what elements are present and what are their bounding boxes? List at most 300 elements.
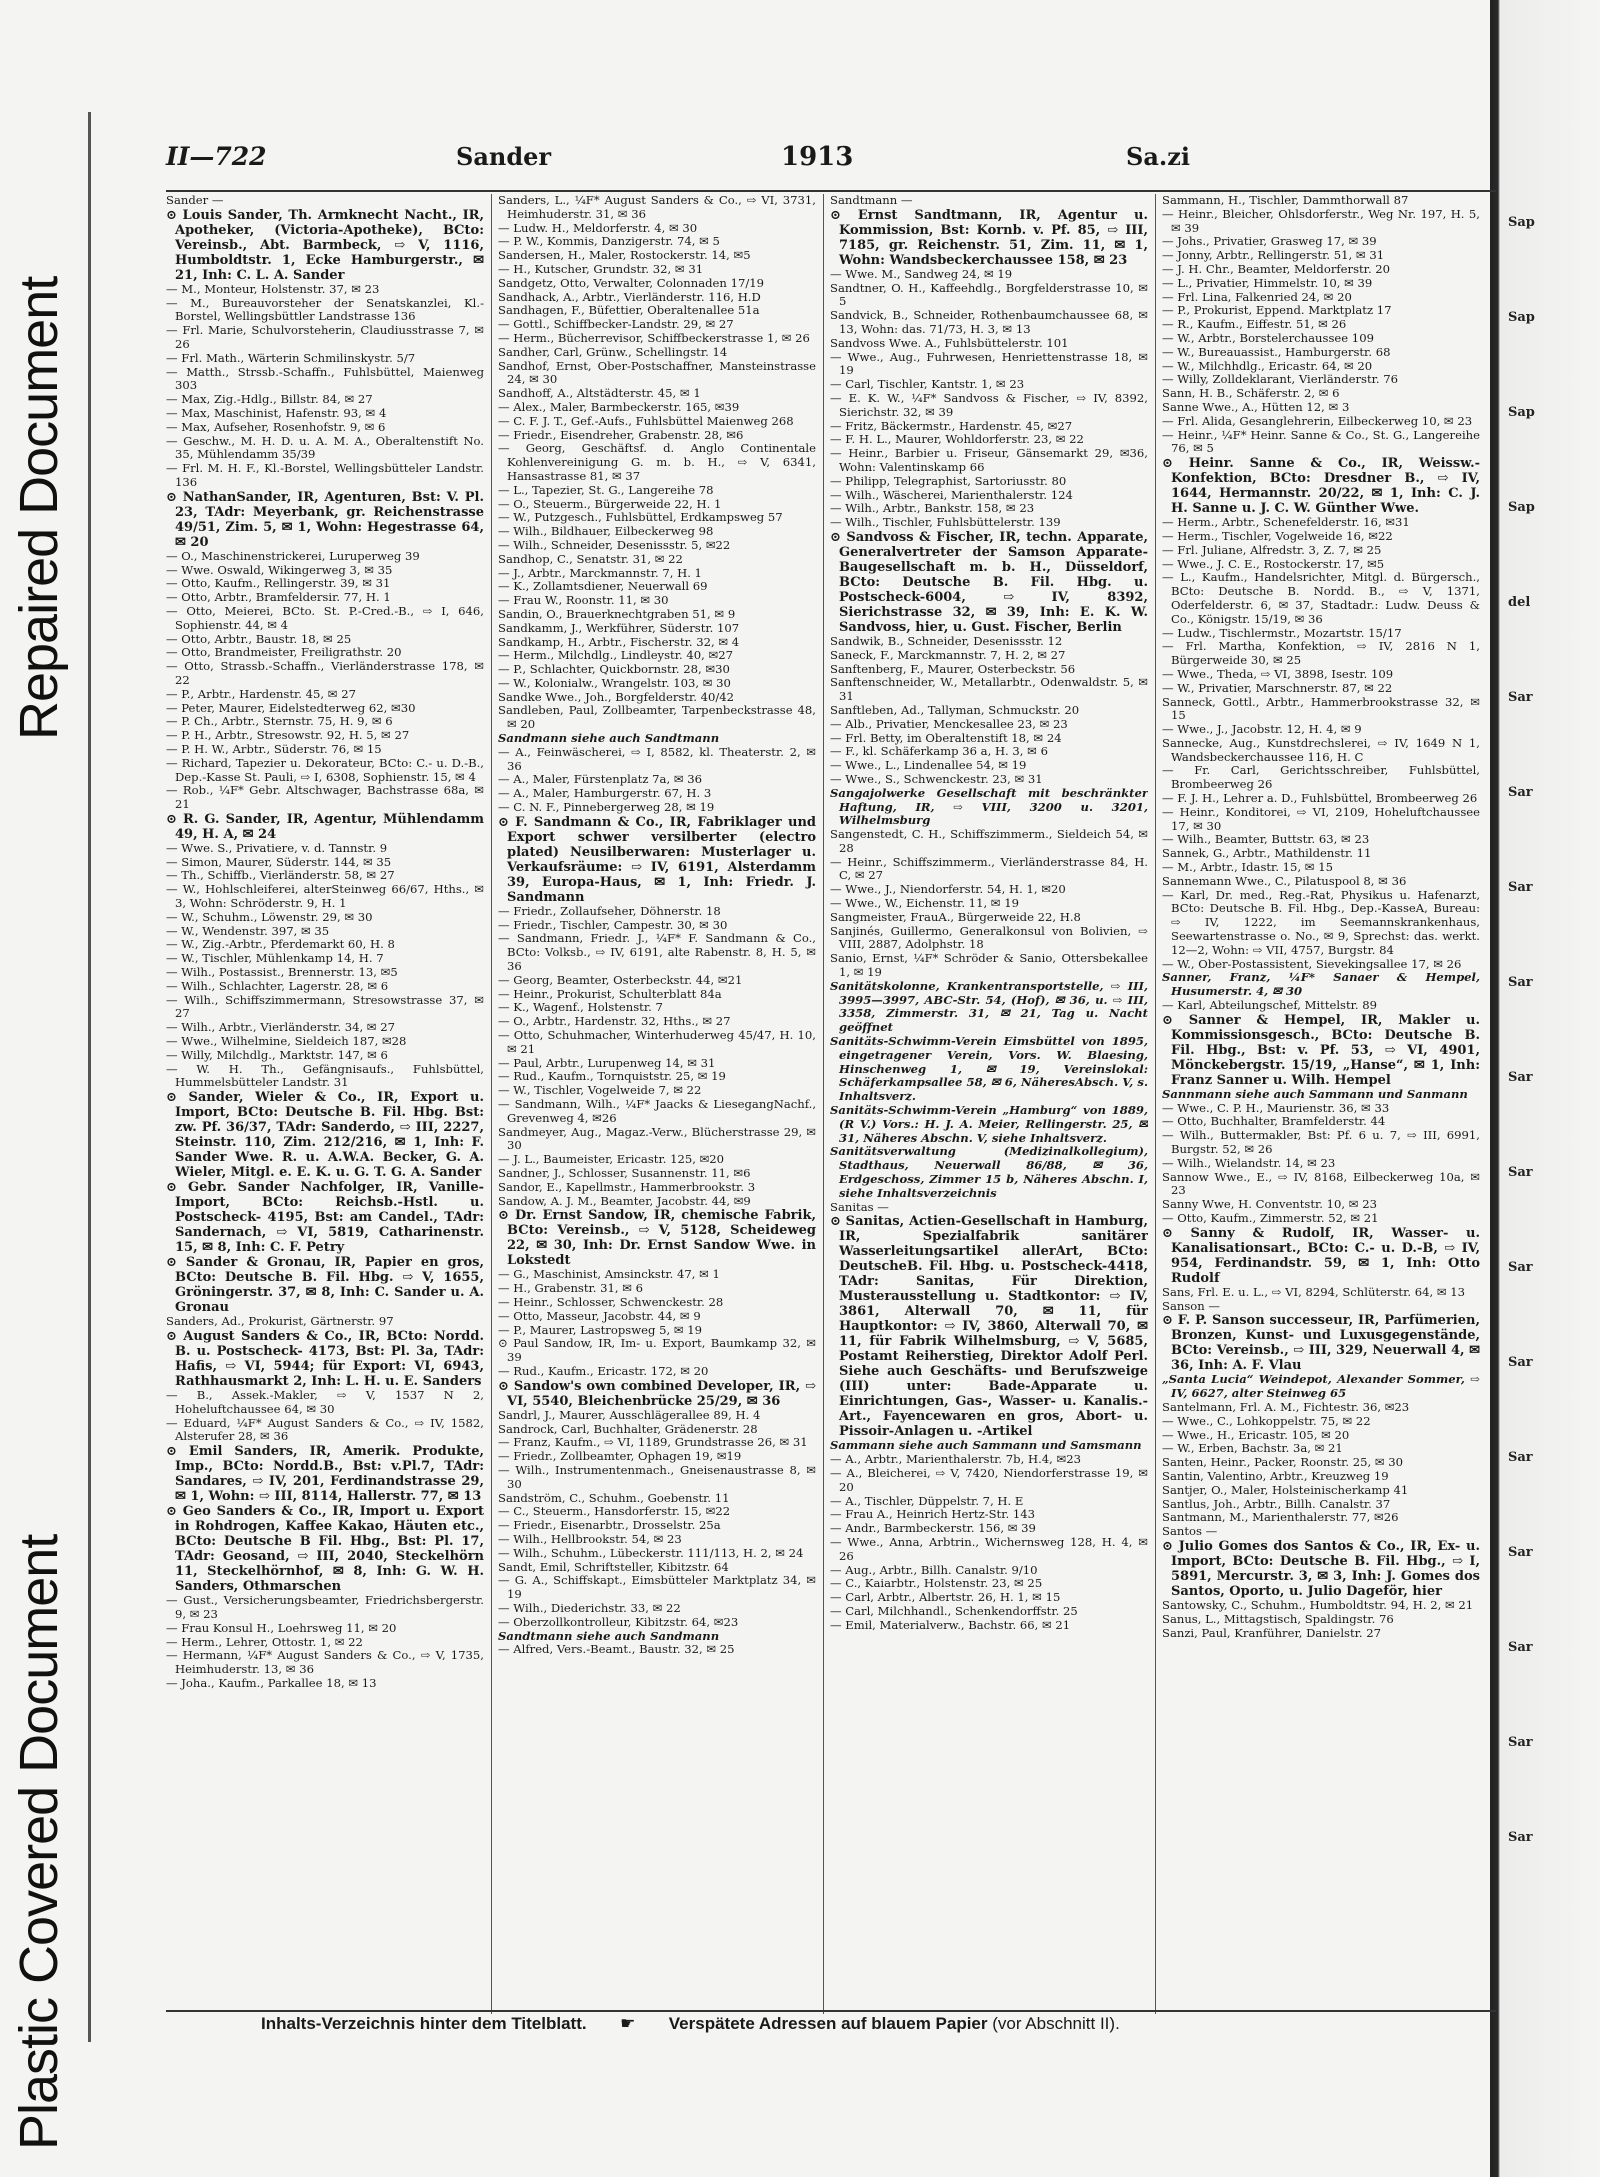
directory-entry: — Max, Zig.-Hdlg., Billstr. 84, ✉ 27 <box>166 392 373 407</box>
directory-entry: — P. H. W., Arbtr., Süderstr. 76, ✉ 15 <box>166 741 382 756</box>
directory-entry: Santen, Heinr., Packer, Roonstr. 25, ✉ 30 <box>1162 1455 1404 1470</box>
edge-fragment: Sar <box>1508 785 1533 800</box>
directory-entry: — Wilh., Tischler, Fuhlsbüttelerstr. 139 <box>830 515 1061 530</box>
page-footer <box>261 2014 1461 2034</box>
directory-entry: — L., Privatier, Himmelstr. 10, ✉ 39 <box>1162 275 1373 290</box>
edge-fragment: Sap <box>1508 215 1535 230</box>
directory-entry: ⊙ Sanny & Rudolf, IR, Wasser- u. Kanalisationsart., BCto: C.- u. D.-B, ⇨ IV, 954, Ferdinandstr. 59, ✉ 1, Inh: Otto Rudolf <box>1162 1225 1480 1286</box>
directory-entry: Sandow, A. J. M., Beamter, Jacobstr. 44, ✉9 <box>498 1193 751 1208</box>
directory-entry: — Otto, Brandmeister, Freiligrathstr. 20 <box>166 645 402 660</box>
directory-entry: — Herm., Lehrer, Ottostr. 1, ✉ 22 <box>166 1634 363 1649</box>
directory-entry: — P., Arbtr., Hardenstr. 45, ✉ 27 <box>166 686 356 701</box>
directory-entry: ⊙ Geo Sanders & Co., IR, Import u. Export in Rohdrogen, Kaffee Kakao, Häuten etc., BCto: Deutsche B Fil. Hbg., Bst: Pl. 17, TAdr: Geosand, ⇨ III, 2040, Steckelhörn 11, Steckelhörnhof, ✉ 8, Inh: G. W. H. Sanders, Othmarschen <box>166 1504 484 1595</box>
directory-entry: — Wwe. M., Sandweg 24, ✉ 19 <box>830 266 1013 281</box>
directory-entry: — W., Putzgesch., Fuhlsbüttel, Erdkampsweg 57 <box>498 510 783 525</box>
directory-entry: — Ludw., Tischlermstr., Mozartstr. 15/17 <box>1162 625 1402 640</box>
directory-entry: ⊙ Gebr. Sander Nachfolger, IR, Vanille-Import, BCto: Reichsb.-Hstl. u. Postscheck- 4195, Bst: am Candel., TAdr: Sandernach, ⇨ VI, 5819, Catharinenstr. 15, ✉ 8, Inh: C. F. Petry <box>166 1180 484 1256</box>
directory-entry: Sannow Wwe., E., ⇨ IV, 8168, Eilbeckerweg 10a, ✉ 23 <box>1162 1169 1480 1198</box>
directory-entry: Santmann, M., Marienthalerstr. 77, ✉26 <box>1162 1510 1399 1525</box>
directory-entry: ⊙ Sandow's own combined Developer, IR, ⇨ VI, 5540, Bleichenbrücke 25/29, ✉ 36 <box>498 1378 816 1409</box>
directory-entry: — Richard, Tapezier u. Dekorateur, BCto: C.- u. D.-B., Dep.-Kasse St. Pauli, ⇨ I, 6308, Sophienstr. 15, ✉ 4 <box>166 755 484 784</box>
side-label-repaired: Repaired Document <box>9 276 69 740</box>
directory-entry: — Wwe. S., Privatiere, v. d. Tannstr. 9 <box>166 840 388 855</box>
directory-entry: — Wwe., J., Jacobstr. 12, H. 4, ✉ 9 <box>1162 722 1362 737</box>
column-4 <box>1162 194 1480 2014</box>
directory-entry: Santos — <box>1162 1524 1218 1539</box>
directory-entry: — W. H. Th., Gefängnisaufs., Fuhlsbüttel, Hummelsbütteler Landstr. 31 <box>166 1061 484 1090</box>
directory-entry: Sandkamm, J., Werkführer, Süderstr. 107 <box>498 620 740 635</box>
directory-entry: — O., Arbtr., Hardenstr. 32, Hths., ✉ 27 <box>498 1014 731 1029</box>
directory-entry: — Wilh., Schiffszimmermann, Stresowstrasse 37, ✉ 27 <box>166 992 484 1021</box>
directory-entry: ⊙ R. G. Sander, IR, Agentur, Mühlendamm 49, H. A, ✉ 24 <box>166 811 484 842</box>
directory-entry: — Carl, Tischler, Kantstr. 1, ✉ 23 <box>830 377 1025 392</box>
directory-entry: — Wilh., Bildhauer, Eilbeckerweg 98 <box>498 524 714 539</box>
edge-fragment: Sar <box>1508 1450 1533 1465</box>
directory-entry: — Max, Maschinist, Hafenstr. 93, ✉ 4 <box>166 405 387 420</box>
directory-entry: — Otto, Buchhalter, Bramfelderstr. 44 <box>1162 1114 1386 1129</box>
directory-entry: — A., Arbtr., Marienthalerstr. 7b, H.4, ✉23 <box>830 1452 1081 1467</box>
directory-entry: Sandmann siehe auch Sandtmann <box>498 731 720 746</box>
directory-entry: — Heinr., ¼F* Heinr. Sanne & Co., St. G., Langereihe 76, ✉ 5 <box>1162 427 1480 456</box>
directory-entry: ⊙ Heinr. Sanne & Co., IR, Weissw.-Konfektion, BCto: Dresdner B., ⇨ IV, 1644, Hermannstr. 20/22, ✉ 1, Inh: C. J. H. Sanne u. J. C. W. Günther Wwe. <box>1162 456 1480 517</box>
directory-entry: — Wwe. Oswald, Wikingerweg 3, ✉ 35 <box>166 562 393 577</box>
directory-entry: Sandström, C., Schuhm., Goebenstr. 11 <box>498 1490 730 1505</box>
directory-entry: Sannecke, Aug., Kunstdrechslerei, ⇨ IV, 1649 N 1, Wandsbeckerchaussee 116, H. C <box>1162 735 1480 764</box>
directory-entry: — Hermann, ¼F* August Sanders & Co., ⇨ V, 1735, Heimhuderstr. 13, ✉ 36 <box>166 1648 484 1677</box>
directory-entry: Sanders, Ad., Prokurist, Gärtnerstr. 97 <box>166 1314 394 1329</box>
directory-entry: — R., Kaufm., Eiffestr. 51, ✉ 26 <box>1162 317 1347 332</box>
directory-entry: — Frl. Math., Wärterin Schmilinskystr. 5/7 <box>166 350 416 365</box>
directory-entry: — Joha., Kaufm., Parkallee 18, ✉ 13 <box>166 1676 377 1690</box>
directory-entry: — P. Ch., Arbtr., Sternstr. 75, H. 9, ✉ 6 <box>166 714 393 729</box>
footer-index-note: Inhalts-Verzeichnis hinter dem Titelblatt. <box>261 2014 587 2033</box>
directory-entry: Santowsky, C., Schuhm., Humboldtstr. 94, H. 2, ✉ 21 <box>1162 1597 1474 1612</box>
header-name: Sander <box>456 142 552 171</box>
directory-entry: Sandtmann — <box>830 194 913 207</box>
directory-entry: — Andr., Barmbeckerstr. 156, ✉ 39 <box>830 1521 1036 1536</box>
directory-entry: Sandner, J., Schlosser, Susannenstr. 11, ✉6 <box>498 1166 751 1180</box>
directory-entry: ⊙ Dr. Ernst Sandow, IR, chemische Fabrik, BCto: Vereinsb., ⇨ V, 5128, Scheideweg 22, ✉ 30, Inh: Dr. Ernst Sandow Wwe. in Lokstedt <box>498 1208 816 1269</box>
directory-entry: Sandhof, Ernst, Ober-Postschaffner, Mansteinstrasse 24, ✉ 30 <box>498 358 816 387</box>
directory-entry: — Georg, Beamter, Osterbeckstr. 44, ✉21 <box>498 972 743 987</box>
column-3 <box>830 194 1148 2014</box>
edge-fragment: Sar <box>1508 880 1533 895</box>
directory-entry: — Wilh., Postassist., Brennerstr. 13, ✉5 <box>166 965 398 980</box>
directory-entry: Sandvoss Wwe. A., Fuhlsbüttelerstr. 101 <box>830 335 1069 350</box>
directory-entry: — Otto, Strassb.-Schaffn., Vierländerstrasse 178, ✉ 22 <box>166 659 484 687</box>
directory-entry: — O., Maschinenstrickerei, Luruperweg 39 <box>166 548 420 563</box>
column-divider <box>823 194 824 2014</box>
directory-entry: — F. H. L., Maurer, Wohldorferstr. 23, ✉ 22 <box>830 432 1084 447</box>
directory-entry: Sandleben, Paul, Zollbeamter, Tarpenbeckstrasse 48, ✉ 20 <box>498 703 816 732</box>
directory-entry: Sandtmann siehe auch Sandmann <box>498 1628 720 1643</box>
directory-entry: ⊙ Sanitas, Actien-Gesellschaft in Hamburg, IR, Spezialfabrik sanitärer Wasserleitungsartikel allerArt, BCto: DeutscheB. Fil. Hbg. u. Postscheck-4418, TAdr: Sanitas, Für Direktion, Musterausstellung u. Stadtkontor: ⇨ IV, 3861, Alterwall 70, ✉ 11, für Hauptkontor: ⇨ IV, 3860, Alterwall 70, ✉ 11, für Fabrik Wilhelmsburg, ⇨ V, 5685, Postamt Reiherstieg, Direktor Adolf Perl. Siehe auch Geschäfts- und Berufszweige (III) unter: Bade-Apparate u. Einrichtungen, Gas-, Wasser- u. Kanalis.-Art., Fayencewaren en gros, Abort- u. Pissoir-Anlagen u. -Artikel <box>830 1214 1148 1440</box>
directory-entry: — P. H., Arbtr., Stresowstr. 92, H. 5, ✉ 27 <box>166 728 410 743</box>
directory-entry: — Heinr., Konditorei, ⇨ VI, 2109, Hoheluftchaussee 17, ✉ 30 <box>1162 804 1480 833</box>
directory-entry: — Frl. Juliane, Alfredstr. 3, Z. 7, ✉ 25 <box>1162 542 1382 557</box>
directory-entry: — Wilh., Wäscherei, Marienthalerstr. 124 <box>830 487 1073 502</box>
directory-entry: ⊙ Louis Sander, Th. Armknecht Nacht., IR, Apotheker, (Victoria-Apotheke), BCto: Vereinsb., Abt. Barmbeck, ⇨ V, 1116, Humboldtstr. 1, Ecke Hamburgerstr., ✉ 21, Inh: C. L. A. Sander <box>166 207 484 283</box>
directory-entry: Sanftenschneider, W., Metallarbtr., Odenwaldstr. 5, ✉ 31 <box>830 675 1148 704</box>
directory-entry: Sanson — <box>1162 1298 1220 1313</box>
directory-entry: — Heinr., Bleicher, Ohlsdorferstr., Weg Nr. 197, H. 5, ✉ 39 <box>1162 206 1480 235</box>
directory-entry: — Frl. Martha, Konfektion, ⇨ IV, 2816 N 1, Bürgerweide 30, ✉ 25 <box>1162 639 1480 668</box>
pointing-hand-icon: ☛ <box>620 2014 636 2033</box>
directory-entry: — L., Tapezier, St. G., Langereihe 78 <box>498 482 714 497</box>
directory-entry: Sandgetz, Otto, Verwalter, Colonnaden 17/19 <box>498 275 764 290</box>
directory-entry: — Carl, Arbtr., Albertstr. 26, H. 1, ✉ 15 <box>830 1590 1061 1605</box>
footer-section-note: (vor Abschnitt II). <box>992 2014 1120 2033</box>
directory-entry: — W., Bureauassist., Hamburgerstr. 68 <box>1162 344 1391 359</box>
directory-entry: — Peter, Maurer, Eidelstedterweg 62, ✉30 <box>166 700 416 715</box>
directory-entry: — Sandmann, Friedr. J., ¼F* F. Sandmann & Co., BCto: Volksb., ⇨ IV, 6191, alte Rabenstr. 8, H. 5, ✉ 36 <box>498 931 816 974</box>
directory-entry: — Sandmann, Wilh., ¼F* Jaacks & LiesegangNachf., Grevenweg 4, ✉26 <box>498 1097 816 1125</box>
directory-entry: — W., Wendenstr. 397, ✉ 35 <box>166 923 330 938</box>
directory-entry: — Willy, Zolldeklarant, Vierländerstr. 76 <box>1162 372 1399 387</box>
edge-fragment: Sap <box>1508 310 1535 325</box>
edge-fragment: Sar <box>1508 1165 1533 1180</box>
directory-entry: — C., Steuerm., Hansdorferstr. 15, ✉22 <box>498 1504 731 1519</box>
directory-entry: — Friedr., Eisenarbtr., Drosselstr. 25a <box>498 1518 721 1533</box>
directory-entry: — Otto, Schuhmacher, Winterhuderweg 45/47, H. 10, ✉ 21 <box>498 1028 816 1056</box>
directory-page <box>88 112 1503 2042</box>
directory-entry: ⊙ Sander & Gronau, IR, Papier en gros, BCto: Deutsche B. Fil. Hbg. ⇨ V, 1655, Gröningerstr. 37, ✉ 8, Inh: C. Sander u. A. Gronau <box>166 1255 484 1316</box>
directory-entry: Santelmann, Frl. A. M., Fichtestr. 36, ✉23 <box>1162 1399 1410 1414</box>
directory-entry: — Wilh., Schlachter, Lagerstr. 28, ✉ 6 <box>166 978 389 993</box>
directory-entry: — Eduard, ¼F* August Sanders & Co., ⇨ IV, 1582, Alsterufer 28, ✉ 36 <box>166 1415 484 1444</box>
directory-entry: Sannmann siehe auch Sammann und Sanmann <box>1162 1086 1468 1101</box>
directory-entry: Sanftenberg, F., Maurer, Osterbeckstr. 56 <box>830 661 1076 676</box>
directory-entry: — Wwe., S., Schwenckestr. 23, ✉ 31 <box>830 771 1043 786</box>
directory-entry: Sanitätskolonne, Krankentransportstelle, ⇨ III, 3995—3997, ABC-Str. 54, (Hof), ✉ 36, u. ⇨ III, 3358, Zimmerstr. 31, ✉ 21, Tag u. Nacht geöffnet <box>830 978 1148 1035</box>
directory-entry: Sangmeister, FrauA., Bürgerweide 22, H.8 <box>830 909 1081 924</box>
directory-entry: — Karl, Abteilungschef, Mittelstr. 89 <box>1162 998 1378 1013</box>
directory-entry: — Oberzollkontrolleur, Kibitzstr. 64, ✉23 <box>498 1614 739 1629</box>
directory-entry: — P., Maurer, Lastropsweg 5, ✉ 19 <box>498 1322 702 1337</box>
directory-entry: — W., Kolonialw., Wrangelstr. 103, ✉ 30 <box>498 675 731 690</box>
edge-fragment: Sap <box>1508 500 1535 515</box>
directory-entry: — Frau W., Roonstr. 11, ✉ 30 <box>498 593 669 608</box>
directory-entry: — Frl. Lina, Falkenried 24, ✉ 20 <box>1162 289 1352 304</box>
directory-entry: — Otto, Arbtr., Baustr. 18, ✉ 25 <box>166 631 352 646</box>
directory-entry: — Johs., Privatier, Grasweg 17, ✉ 39 <box>1162 234 1377 249</box>
directory-entry: — W., Tischler, Mühlenkamp 14, H. 7 <box>166 951 384 966</box>
edge-fragment: Sar <box>1508 1355 1533 1370</box>
directory-entry: — H., Kutscher, Grundstr. 32, ✉ 31 <box>498 261 704 276</box>
directory-entry: — M., Bureauvorsteher der Senatskanzlei, Kl.-Borstel, Wellingsbüttler Landstrasse 136 <box>166 295 484 324</box>
directory-entry: Sannemann Wwe., C., Pilatuspool 8, ✉ 36 <box>1162 873 1407 888</box>
directory-entry: Sanders, L., ¼F* August Sanders & Co., ⇨ VI, 3731, Heimhuderstr. 31, ✉ 36 <box>498 194 816 221</box>
directory-entry: — Frl. Alida, Gesanglehrerin, Eilbeckerweg 10, ✉ 23 <box>1162 413 1473 428</box>
directory-entry: — Gottl., Schiffbecker-Landstr. 29, ✉ 27 <box>498 317 734 332</box>
directory-entry: — W., Privatier, Marschnerstr. 87, ✉ 22 <box>1162 680 1393 695</box>
directory-entry: — Friedr., Zollbeamter, Ophagen 19, ✉19 <box>498 1449 742 1464</box>
page-number: II—722 <box>166 142 267 171</box>
directory-entry: — Fritz, Bäckermstr., Hardenstr. 45, ✉27 <box>830 418 1073 433</box>
directory-entry: — Herm., Milchdlg., Lindleystr. 40, ✉27 <box>498 648 733 663</box>
directory-entry: Sandhagen, F., Büfettier, Oberaltenallee 51a <box>498 303 760 318</box>
directory-entry: — Friedr., Eisendreher, Grabenstr. 28, ✉6 <box>498 427 744 442</box>
directory-entry: — Paul, Arbtr., Lurupenweg 14, ✉ 31 <box>498 1055 716 1070</box>
directory-entry: — Rud., Kaufm., Tornquiststr. 25, ✉ 19 <box>498 1069 726 1084</box>
edge-fragment: del <box>1508 595 1531 610</box>
directory-entry: Sandrl, J., Maurer, Ausschlägerallee 89, H. 4 <box>498 1407 761 1422</box>
directory-entry: — Frl. Betty, im Oberaltenstift 18, ✉ 24 <box>830 730 1062 745</box>
directory-entry: — Wwe., L., Lindenallee 54, ✉ 19 <box>830 758 1027 773</box>
directory-entry: — J. L., Baumeister, Ericastr. 125, ✉20 <box>498 1152 725 1167</box>
directory-entry: — B., Assek.-Makler, ⇨ V, 1537 N 2, Hoheluftchaussee 64, ✉ 30 <box>166 1388 484 1416</box>
directory-entry: — Alfred, Vers.-Beamt., Baustr. 32, ✉ 25 <box>498 1642 735 1657</box>
directory-entry: Sanzi, Paul, Kranführer, Danielstr. 27 <box>1162 1625 1382 1640</box>
directory-entry: — C. F. J. T., Gef.-Aufs., Fuhlsbüttel Maienweg 268 <box>498 413 794 428</box>
directory-entry: — Rob., ¼F* Gebr. Altschwager, Bachstrasse 68a, ✉ 21 <box>166 783 484 812</box>
directory-entry: Sanne Wwe., A., Hütten 12, ✉ 3 <box>1162 399 1350 414</box>
directory-entry: — E. K. W., ¼F* Sandvoss & Fischer, ⇨ IV, 8392, Sierichstr. 32, ✉ 39 <box>830 390 1148 419</box>
directory-entry: — Philipp, Telegraphist, Sartoriusstr. 80 <box>830 473 1067 488</box>
directory-entry: — Wwe., H., Ericastr. 105, ✉ 20 <box>1162 1427 1350 1442</box>
directory-entry: — Simon, Maurer, Süderstr. 144, ✉ 35 <box>166 854 392 869</box>
directory-entry: — Otto, Kaufm., Rellingerstr. 39, ✉ 31 <box>166 576 391 591</box>
directory-entry: Sandtner, O. H., Kaffeehdlg., Borgfelderstrasse 10, ✉ 5 <box>830 280 1148 309</box>
directory-entry: Sanjinés, Guillermo, Generalkonsul von Bolivien, ⇨ VIII, 2887, Adolphstr. 18 <box>830 923 1148 952</box>
footer-rule <box>166 2010 1496 2012</box>
directory-entry: Sann, H. B., Schäferstr. 2, ✉ 6 <box>1162 386 1340 401</box>
directory-entry: — A., Feinwäscherei, ⇨ I, 8582, kl. Theaterstr. 2, ✉ 36 <box>498 744 816 773</box>
directory-entry: — Herm., Bücherrevisor, Schiffbeckerstrasse 1, ✉ 26 <box>498 330 810 345</box>
directory-entry: — A., Tischler, Düppelstr. 7, H. E <box>830 1493 1024 1508</box>
directory-entry: — Karl, Dr. med., Reg.-Rat, Physikus u. Hafenarzt, BCto: Deutsche B. Fil. Hbg., Dep.-KasseA, Bureau: ⇨ IV, 1222, im Seemannskrankenhaus, Seewartenstrasse o. No., ✉ 9, Sprechst: das. werkt. 12—2, Wohn: ⇨ VII, 4757, Burgstr. 84 <box>1162 887 1480 957</box>
directory-entry: Sanio, Ernst, ¼F* Schröder & Sanio, Ottersbekallee 1, ✉ 19 <box>830 951 1148 980</box>
directory-entry: Sandvick, B., Schneider, Rothenbaumchaussee 68, ✉ 13, Wohn: das. 71/73, H. 3, ✉ 13 <box>830 308 1148 336</box>
directory-entry: Sandhack, A., Arbtr., Vierländerstr. 116, H.D <box>498 289 761 304</box>
directory-entry: „Santa Lucia“ Weindepot, Alexander Sommer, ⇨ IV, 6627, alter Steinweg 65 <box>1162 1372 1480 1401</box>
directory-entry: Sanner, Franz, ¼F* Sanaer & Hempel, Husumerstr. 4, ✉ 30 <box>1162 970 1480 999</box>
directory-entry: — W., Ober-Postassistent, Sievekingsallee 17, ✉ 26 <box>1162 956 1462 971</box>
directory-entry: — Wwe., Aug., Fuhrwesen, Henriettenstrasse 18, ✉ 19 <box>830 349 1148 378</box>
directory-entry: Sandrock, Carl, Buchhalter, Grädenerstr. 28 <box>498 1421 758 1436</box>
directory-entry: Sanftleben, Ad., Tallyman, Schmuckstr. 20 <box>830 702 1080 717</box>
directory-entry: Sandhop, C., Senatstr. 31, ✉ 22 <box>498 551 683 566</box>
directory-entry: — Otto, Meierei, BCto. St. P.-Cred.-B., ⇨ I, 646, Sophienstr. 44, ✉ 4 <box>166 603 484 632</box>
directory-entry: — Fr. Carl, Gerichtsschreiber, Fuhlsbüttel, Brombeerweg 26 <box>1162 763 1480 792</box>
side-labels <box>0 0 70 2177</box>
directory-entry: ⊙ Emil Sanders, IR, Amerik. Produkte, Imp., BCto: Nordd.B., Bst: v.Pl.7, TAdr: Sandares, ⇨ IV, 201, Ferdinandstrasse 29, ✉ 1, Wohn: ⇨ III, 8114, Hallerstr. 77, ✉ 13 <box>166 1444 484 1505</box>
directory-entry: — Otto, Masseur, Jacobstr. 44, ✉ 9 <box>498 1308 701 1323</box>
directory-entry: — Heinr., Barbier u. Friseur, Gänsemarkt 29, ✉36, Wohn: Valentinskamp 66 <box>830 446 1148 474</box>
edge-fragment: Sar <box>1508 1830 1533 1845</box>
directory-entry: — A., Maler, Fürstenplatz 7a, ✉ 36 <box>498 772 702 787</box>
directory-entry: — O., Steuerm., Bürgerweide 22, H. 1 <box>498 496 722 511</box>
page-header <box>166 142 1496 182</box>
directory-entry: — Friedr., Zollaufseher, Döhnerstr. 18 <box>498 903 721 918</box>
directory-entry: — W., Arbtr., Borstelerchaussee 109 <box>1162 330 1374 345</box>
directory-entry: — Heinr., Prokurist, Schulterblatt 84a <box>498 986 722 1001</box>
directory-entry: — Wilh., Schuhm., Lübeckerstr. 111/113, H. 2, ✉ 24 <box>498 1545 804 1560</box>
directory-entry: — Wilh., Beamter, Buttstr. 63, ✉ 23 <box>1162 832 1370 847</box>
directory-entry: — Gust., Versicherungsbeamter, Friedrichsbergerstr. 9, ✉ 23 <box>166 1593 484 1622</box>
directory-entry: — Wilh., Diederichstr. 33, ✉ 22 <box>498 1600 681 1615</box>
directory-entry: — M., Monteur, Holstenstr. 37, ✉ 23 <box>166 281 380 296</box>
directory-entry: Sandhoff, A., Altstädterstr. 45, ✉ 1 <box>498 386 701 401</box>
directory-entry: — W., Milchhdlg., Ericastr. 64, ✉ 20 <box>1162 358 1373 373</box>
directory-entry: — M., Arbtr., Idastr. 15, ✉ 15 <box>1162 860 1333 875</box>
directory-entry: — Wwe., C. P. H., Maurienstr. 36, ✉ 33 <box>1162 1100 1390 1115</box>
directory-entry: — G., Maschinist, Amsinckstr. 47, ✉ 1 <box>498 1267 720 1282</box>
directory-entry: Sanneck, Gottl., Arbtr., Hammerbrookstrasse 32, ✉ 15 <box>1162 694 1480 723</box>
directory-entry: — Wilh., Wielandstr. 14, ✉ 23 <box>1162 1155 1336 1170</box>
directory-entry: — Wwe., Theda, ⇨ VI, 3898, Isestr. 109 <box>1162 666 1394 681</box>
directory-entry: — Wilh., Instrumentenmach., Gneisenaustrasse 8, ✉ 30 <box>498 1462 816 1491</box>
directory-entry: Sammann, H., Tischler, Dammthorwall 87 <box>1162 194 1409 207</box>
directory-entry: — Wwe., Wilhelmine, Sieldeich 187, ✉28 <box>166 1034 407 1049</box>
header-rule <box>166 190 1496 192</box>
directory-entry: — Rud., Kaufm., Ericastr. 172, ✉ 20 <box>498 1363 709 1378</box>
edge-fragment: Sar <box>1508 1545 1533 1560</box>
directory-entry: — F., kl. Schäferkamp 36 a, H. 3, ✉ 6 <box>830 744 1048 759</box>
directory-entry: — Aug., Arbtr., Billh. Canalstr. 9/10 <box>830 1562 1038 1577</box>
directory-entry: Santjer, O., Maler, Holsteinischerkamp 41 <box>1162 1482 1409 1497</box>
header-year: 1913 <box>781 142 854 172</box>
directory-entry: — Friedr., Tischler, Campestr. 30, ✉ 30 <box>498 917 728 932</box>
directory-entry: ⊙ Sander, Wieler & Co., IR, Export u. Import, BCto: Deutsche B. Fil. Hbg. Bst: zw. Pf. 36/37, TAdr: Sanderdo, ⇨ III, 2227, Steinstr. 110, Zim. 212/216, ✉ 1, Inh: F. Sander Wwe. R. u. A.W.A. Becker, G. A. Wieler, Mitgl. e. E. K. u. G. T. G. A. Sander <box>166 1090 484 1181</box>
column-divider <box>491 194 492 2014</box>
directory-entry: ⊙ F. P. Sanson successeur, IR, Parfümerien, Bronzen, Kunst- und Luxusgegenstände, BCto: Vereinsb., ⇨ III, 329, Neuerwall 4, ✉ 36, Inh: A. F. Vlau <box>1162 1313 1480 1374</box>
directory-entry: Sanitas — <box>830 1199 889 1214</box>
directory-entry: — Frl. M. H. F., Kl.-Borstel, Wellingsbütteler Landstr. 136 <box>166 461 484 489</box>
directory-entry: — Franz, Kaufm., ⇨ VI, 1189, Grundstrasse 26, ✉ 31 <box>498 1435 808 1450</box>
column-1 <box>166 194 484 2014</box>
directory-entry: — W., Erben, Bachstr. 3a, ✉ 21 <box>1162 1441 1343 1456</box>
directory-entry: — P., Schlachter, Quickbornstr. 28, ✉30 <box>498 662 730 677</box>
directory-entry: — Wilh., Schneider, Desenissstr. 5, ✉22 <box>498 537 731 552</box>
directory-entry: Sandersen, H., Maler, Rostockerstr. 14, ✉5 <box>498 248 751 263</box>
directory-entry: — Geschw., M. H. D. u. A. M. A., Oberaltenstift No. 35, Mühlendamm 35/39 <box>166 433 484 462</box>
directory-entry: — Frau A., Heinrich Hertz-Str. 143 <box>830 1507 1035 1522</box>
directory-entry: ⊙ NathanSander, IR, Agenturen, Bst: V. Pl. 23, TAdr: Meyerbank, gr. Reichenstrasse 49/51, Zim. 5, ✉ 1, Wohn: Hegestrasse 64, ✉ 20 <box>166 489 484 550</box>
directory-entry: Sandmeyer, Aug., Magaz.-Verw., Blücherstrasse 29, ✉ 30 <box>498 1124 816 1153</box>
directory-entry: — Wilh., Arbtr., Vierländerstr. 34, ✉ 27 <box>166 1020 395 1035</box>
directory-entry: Sandin, O., Brauerknechtgraben 51, ✉ 9 <box>498 606 736 621</box>
directory-entry: — W., Tischler, Vogelweide 7, ✉ 22 <box>498 1083 702 1098</box>
directory-entry: — H., Grabenstr. 31, ✉ 6 <box>498 1281 644 1296</box>
directory-entry: ⊙ August Sanders & Co., IR, BCto: Nordd. B. u. Postscheck- 4173, Bst: Pl. 3a, TAdr: Hafis, ⇨ VI, 5944; für Export: VI, 6943, Rathhausmarkt 2, Inh: L. H. u. E. Sanders <box>166 1329 484 1390</box>
directory-entry: — Heinr., Schiffszimmerm., Vierländerstrasse 84, H. C, ✉ 27 <box>830 854 1148 883</box>
directory-entry: Saneck, F., Marckmannstr. 7, H. 2, ✉ 27 <box>830 647 1066 662</box>
directory-entry: — Wwe., Anna, Arbtrin., Wichernsweg 128, H. 4, ✉ 26 <box>830 1534 1148 1563</box>
directory-entry: Sandwik, B., Schneider, Desenissstr. 12 <box>830 633 1063 648</box>
directory-entry: — Matth., Strssb.-Schaffn., Fuhlsbüttel, Maienweg 303 <box>166 364 484 393</box>
edge-fragment: Sar <box>1508 1260 1533 1275</box>
directory-entry: — A., Bleicherei, ⇨ V, 7420, Niendorferstrasse 19, ✉ 20 <box>830 1466 1148 1494</box>
directory-entry: Sans, Frl. E. u. L., ⇨ VI, 8294, Schlüterstr. 64, ✉ 13 <box>1162 1284 1465 1299</box>
directory-entry: — W., Hohlschleiferei, alterSteinweg 66/67, Hths., ✉ 3, Wohn: Schröderstr. 9, H. 1 <box>166 882 484 911</box>
edge-fragment: Sar <box>1508 1640 1533 1655</box>
directory-entry: — P., Prokurist, Eppend. Marktplatz 17 <box>1162 303 1392 318</box>
directory-entry: — G. A., Schiffskapt., Eimsbütteler Marktplatz 34, ✉ 19 <box>498 1573 816 1602</box>
directory-entry: — Frau Konsul H., Loehrsweg 11, ✉ 20 <box>166 1620 397 1635</box>
directory-entry: Sandke Wwe., Joh., Borgfelderstr. 40/42 <box>498 689 735 704</box>
directory-entry: — A., Maler, Hamburgerstr. 67, H. 3 <box>498 786 712 801</box>
column-divider <box>1155 194 1156 2014</box>
directory-entry: — K., Zollamtsdiener, Neuerwall 69 <box>498 579 708 594</box>
directory-entry: Sandt, Emil, Schriftsteller, Kibitzstr. 64 <box>498 1559 729 1574</box>
edge-fragment: Sar <box>1508 975 1533 990</box>
directory-entry: — Otto, Arbtr., Bramfeldersir. 77, H. 1 <box>166 590 391 605</box>
directory-entry: — W., Schuhm., Löwenstr. 29, ✉ 30 <box>166 909 373 924</box>
directory-entry: — C. N. F., Pinnebergerweg 28, ✉ 19 <box>498 800 715 815</box>
directory-entry: — J., Arbtr., Marckmannstr. 7, H. 1 <box>498 565 702 580</box>
directory-entry: ⊙ Ernst Sandtmann, IR, Agentur u. Kommission, Bst: Kornb. v. Pf. 85, ⇨ III, 7185, gr. Reichenstr. 51, Zim. 11, ✉ 1, Wohn: Wandsbeckerchaussee 158, ✉ 23 <box>830 207 1148 268</box>
directory-entry: Sandor, E., Kapellmstr., Hammerbrookstr. 3 <box>498 1179 756 1194</box>
directory-entry: — Wwe., J., Niendorferstr. 54, H. 1, ✉20 <box>830 882 1066 897</box>
directory-entry: — Wilh., Arbtr., Bankstr. 158, ✉ 23 <box>830 501 1035 516</box>
directory-entry: Sangenstedt, C. H., Schiffszimmerm., Sieldeich 54, ✉ 28 <box>830 827 1148 855</box>
directory-entry: — Wwe., J. C. E., Rostockerstr. 17, ✉5 <box>1162 556 1385 571</box>
directory-entry: — Willy, Milchdlg., Marktstr. 147, ✉ 6 <box>166 1047 388 1062</box>
directory-entry: — Wilh., Hellbrookstr. 54, ✉ 23 <box>498 1531 682 1546</box>
directory-entry: — Max, Aufseher, Rosenhofstr. 9, ✉ 6 <box>166 419 386 434</box>
directory-entry: Sangajolwerke Gesellschaft mit beschränkter Haftung, IR, ⇨ VIII, 3200 u. 3201, Wilhelmsburg <box>830 785 1148 828</box>
directory-entry: — Wwe., C., Lohkoppelstr. 75, ✉ 22 <box>1162 1413 1371 1428</box>
directory-entry: Sanny Wwe, H. Conventstr. 10, ✉ 23 <box>1162 1197 1377 1212</box>
directory-entry: Sanitäts-Schwimm-Verein „Hamburg“ von 1889, (R V.) Vors.: H. J. A. Meier, Rellingerstr. 25, ✉ 31, Näheres Abschn. V, siehe Inhaltsverz. <box>830 1103 1148 1145</box>
directory-entry: — Alb., Privatier, Menckesallee 23, ✉ 23 <box>830 716 1068 731</box>
directory-entry: Sandher, Carl, Grünw., Schellingstr. 14 <box>498 344 728 359</box>
footer-late-addresses: Verspätete Adressen auf blauem Papier <box>668 2014 988 2033</box>
directory-entry: Santlus, Joh., Arbtr., Billh. Canalstr. 37 <box>1162 1496 1391 1511</box>
directory-entry: — Heinr., Schlosser, Schwenckestr. 28 <box>498 1294 724 1309</box>
directory-entry: — Jonny, Arbtr., Rellingerstr. 51, ✉ 31 <box>1162 248 1385 263</box>
directory-entry: — Carl, Milchhandl., Schenkendorffstr. 25 <box>830 1603 1078 1618</box>
directory-entry: — K., Wagenf., Holstenstr. 7 <box>498 1000 663 1015</box>
directory-entry: Sannek, G., Arbtr., Mathildenstr. 11 <box>1162 846 1372 861</box>
directory-entry: — Frl. Marie, Schulvorsteherin, Claudiusstrasse 7, ✉ 26 <box>166 323 484 351</box>
directory-entry: Sanitäts-Schwimm-Verein Eimsbüttel von 1895, eingetragener Verein, Vors. W. Blaesing, Hinschenweg 1, ✉ 19, Vereinslokal: Schäferkampsallee 58, ✉ 6, NäheresAbsch. V, s. Inhaltsverz. <box>830 1034 1148 1104</box>
directory-entry: — Alex., Maler, Barmbeckerstr. 165, ✉39 <box>498 399 740 414</box>
directory-entry: — C., Kaiarbtr., Holstenstr. 23, ✉ 25 <box>830 1576 1043 1591</box>
directory-entry: — Herm., Tischler, Vogelweide 16, ✉22 <box>1162 528 1393 543</box>
edge-fragment: Sar <box>1508 1735 1533 1750</box>
header-range: Sa.zi <box>1126 142 1190 171</box>
edge-fragment: Sar <box>1508 1070 1533 1085</box>
directory-entry: — L., Kaufm., Handelsrichter, Mitgl. d. Bürgersch., BCto: Deutsche B. Nordd. B., ⇨ V, 1371, Oderfelderstr. 6, ✉ 37, Stadtadr.: Ludw. Deuss & Co., Königstr. 15/19, ✉ 36 <box>1162 570 1480 626</box>
directory-entry: Sander — <box>166 194 224 207</box>
directory-entry: — Herm., Arbtr., Schenefelderstr. 16, ✉31 <box>1162 515 1410 530</box>
directory-entry: — Ludw. H., Meldorferstr. 4, ✉ 30 <box>498 220 698 235</box>
directory-entry: — P. W., Kommis, Danzigerstr. 74, ✉ 5 <box>498 234 720 249</box>
directory-entry: — J. H. Chr., Beamter, Meldorferstr. 20 <box>1162 261 1391 276</box>
directory-entry: — Otto, Kaufm., Zimmerstr. 52, ✉ 21 <box>1162 1211 1379 1225</box>
directory-entry: Sammann siehe auch Sammann und Samsmann <box>830 1438 1142 1453</box>
directory-entry: — W., Zig.-Arbtr., Pferdemarkt 60, H. 8 <box>166 937 395 952</box>
edge-fragment: Sar <box>1508 690 1533 705</box>
directory-entry: Santin, Valentino, Arbtr., Kreuzweg 19 <box>1162 1468 1389 1483</box>
directory-entry: — Th., Schiffb., Vierländerstr. 58, ✉ 27 <box>166 868 395 883</box>
side-label-plastic: Plastic Covered Document <box>9 1534 69 2150</box>
directory-entry: ⊙ Julio Gomes dos Santos & Co., IR, Ex- u. Import, BCto: Deutsche B. Fil. Hbg., ⇨ I, 5891, Mercurstr. 3, ✉ 3, Inh: J. Gomes dos Santos, Oporto, u. Julio Dageför, hier <box>1162 1538 1480 1599</box>
directory-entry: — Emil, Materialverw., Bachstr. 66, ✉ 21 <box>830 1617 1071 1632</box>
directory-entry: Sanitätsverwaltung (Medizinalkollegium), Stadthaus, Neuerwall 86/88, ✉ 36, Erdgeschoss, Zimmer 15 b, Näheres Abschn. I, siehe Inhaltsverzeichnis <box>830 1144 1148 1200</box>
directory-entry: ⊙ Paul Sandow, IR, Im- u. Export, Baumkamp 32, ✉ 39 <box>498 1336 816 1365</box>
directory-entry: — Wwe., W., Eichenstr. 11, ✉ 19 <box>830 896 1019 911</box>
directory-entry: — F. J. H., Lehrer a. D., Fuhlsbüttel, Brombeerweg 26 <box>1162 791 1478 806</box>
directory-entry: Sandkamp, H., Arbtr., Fischerstr. 32, ✉ 4 <box>498 634 740 649</box>
scan-edge <box>1490 0 1600 2177</box>
edge-fragment: Sap <box>1508 405 1535 420</box>
directory-entry: Sanus, L., Mittagstisch, Spaldingstr. 76 <box>1162 1611 1394 1626</box>
directory-entry: ⊙ F. Sandmann & Co., IR, Fabriklager und Export schwer versilberter (electro plated) Neusilberwaren: Musterlager u. Verkaufsräume: ⇨ IV, 6191, Alsterdamm 39, Europa-Haus, ✉ 1, Inh: Friedr. J. Sandmann <box>498 814 816 905</box>
directory-entry: — Georg, Geschäftsf. d. Anglo Continentale Kohlenvereinigung G. m. b. H., ⇨ V, 6341, Hansastrasse 81, ✉ 37 <box>498 441 816 483</box>
